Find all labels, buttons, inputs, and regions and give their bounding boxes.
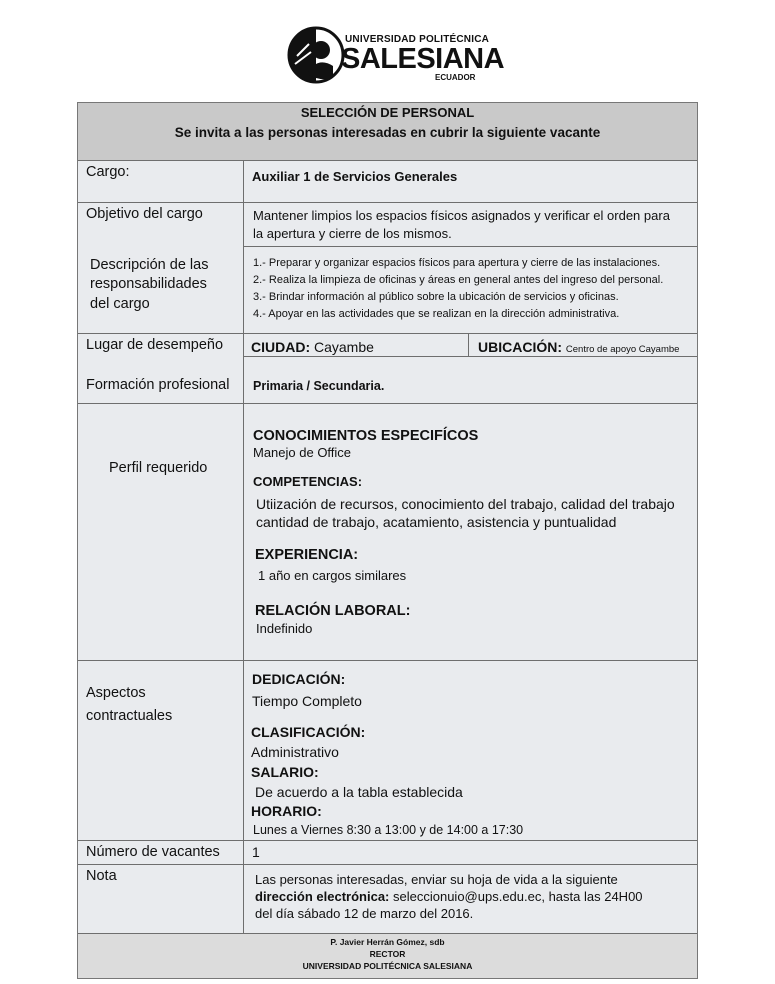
ubicacion-value: Centro de apoyo Cayambe (565, 344, 680, 355)
footer-role: RECTOR (369, 949, 406, 959)
responsabilidad-item: 4.- Apoyar en las actividades que se realizan en la dirección administrativa. (253, 308, 620, 320)
aspectos-label-1: Aspectos (86, 685, 146, 701)
nota-email-text: seleccionuio@ups.edu.ec, hasta las 24H00 (389, 889, 643, 904)
horario-value: Lunes a Viernes 8:30 a 13:00 y de 14:00 a 17:30 (253, 823, 524, 837)
logo-line-1: UNIVERSIDAD POLITÉCNICA (345, 34, 490, 45)
salario-value: De acuerdo a la tabla establecida (255, 784, 463, 800)
column-divider (243, 161, 244, 933)
conocimientos-value: Manejo de Office (253, 445, 352, 460)
experiencia-value: 1 año en cargos similares (258, 568, 407, 583)
relacion-label: RELACIÓN LABORAL: (255, 603, 411, 619)
vacantes-value: 1 (252, 844, 260, 860)
descripcion-label-1: Descripción de las (90, 257, 209, 273)
university-logo (287, 26, 505, 86)
ciudad-value: Cayambe (314, 339, 374, 355)
objetivo-line-2: la apertura y cierre de los mismos. (253, 226, 452, 241)
row-divider (78, 202, 697, 203)
clasificacion-label: CLASIFICACIÓN: (251, 724, 366, 740)
competencias-line-1: Utiización de recursos, conocimiento del trabajo, calidad del trabajo (256, 496, 675, 512)
dedicacion-label: DEDICACIÓN: (252, 671, 346, 687)
page-title: SELECCIÓN DE PERSONAL (300, 105, 475, 120)
nota-email-label: dirección electrónica: (255, 889, 390, 904)
responsabilidad-item: 1.- Preparar y organizar espacios físicos para apertura y cierre de las instalaciones. (253, 257, 661, 269)
page-subtitle: Se invita a las personas interesadas en cubrir la siguiente vacante (174, 125, 601, 140)
descripcion-label-3: del cargo (90, 296, 150, 312)
clasificacion-value: Administrativo (251, 744, 339, 760)
competencias-label: COMPETENCIAS: (253, 474, 363, 489)
row-divider (78, 933, 697, 934)
nota-line-3: del día sábado 12 de marzo del 2016. (255, 906, 474, 921)
descripcion-label-2: responsabilidades (90, 276, 207, 292)
logo-line-3: ECUADOR (435, 73, 476, 82)
row-divider (78, 864, 697, 865)
conocimientos-label: CONOCIMIENTOS ESPECIFÍCOS (253, 428, 479, 444)
nota-label: Nota (86, 868, 117, 884)
row-divider (78, 840, 697, 841)
footer-name: P. Javier Herrán Gómez, sdb (330, 937, 445, 947)
responsabilidad-item: 2.- Realiza la limpieza de oficinas y áreas en general antes del ingreso del personal. (253, 274, 664, 286)
ubicacion-label: UBICACIÓN: (478, 339, 562, 355)
row-divider (244, 246, 697, 247)
experiencia-label: EXPERIENCIA: (255, 547, 359, 563)
column-divider (468, 334, 469, 357)
competencias-line-2: cantidad de trabajo, acatamiento, asistencia y puntualidad (256, 514, 617, 530)
horario-label: HORARIO: (251, 803, 322, 819)
formacion-label: Formación profesional (86, 377, 230, 393)
ubicacion-field (478, 338, 679, 359)
objetivo-label: Objetivo del cargo (86, 206, 203, 222)
nota-line-1: Las personas interesadas, enviar su hoja de vida a la siguiente (255, 872, 618, 887)
dedicacion-value: Tiempo Completo (252, 693, 362, 709)
footer-institution: UNIVERSIDAD POLITÉCNICA SALESIANA (302, 961, 473, 971)
aspectos-label-2: contractuales (86, 708, 173, 724)
logo-line-2: SALESIANA (341, 43, 505, 75)
perfil-label: Perfil requerido (109, 460, 208, 476)
row-divider (78, 403, 697, 404)
salario-label: SALARIO: (251, 764, 319, 780)
nota-line-2 (255, 888, 643, 906)
responsabilidad-item: 3.- Brindar información al público sobre la ubicación de servicios y oficinas. (253, 291, 619, 303)
university-seal-icon (287, 26, 345, 84)
ciudad-label: CIUDAD: (251, 339, 311, 355)
formacion-value: Primaria / Secundaria. (253, 379, 385, 393)
lugar-label: Lugar de desempeño (86, 337, 224, 353)
objetivo-line-1: Mantener limpios los espacios físicos asignados y verificar el orden para (253, 208, 670, 223)
relacion-value: Indefinido (256, 621, 313, 636)
cargo-value: Auxiliar 1 de Servicios Generales (252, 169, 458, 184)
row-divider (78, 660, 697, 661)
row-divider (78, 333, 697, 334)
row-divider (78, 160, 697, 161)
ciudad-field (251, 338, 374, 356)
cargo-label: Cargo: (86, 164, 130, 180)
vacantes-label: Número de vacantes (86, 844, 220, 860)
